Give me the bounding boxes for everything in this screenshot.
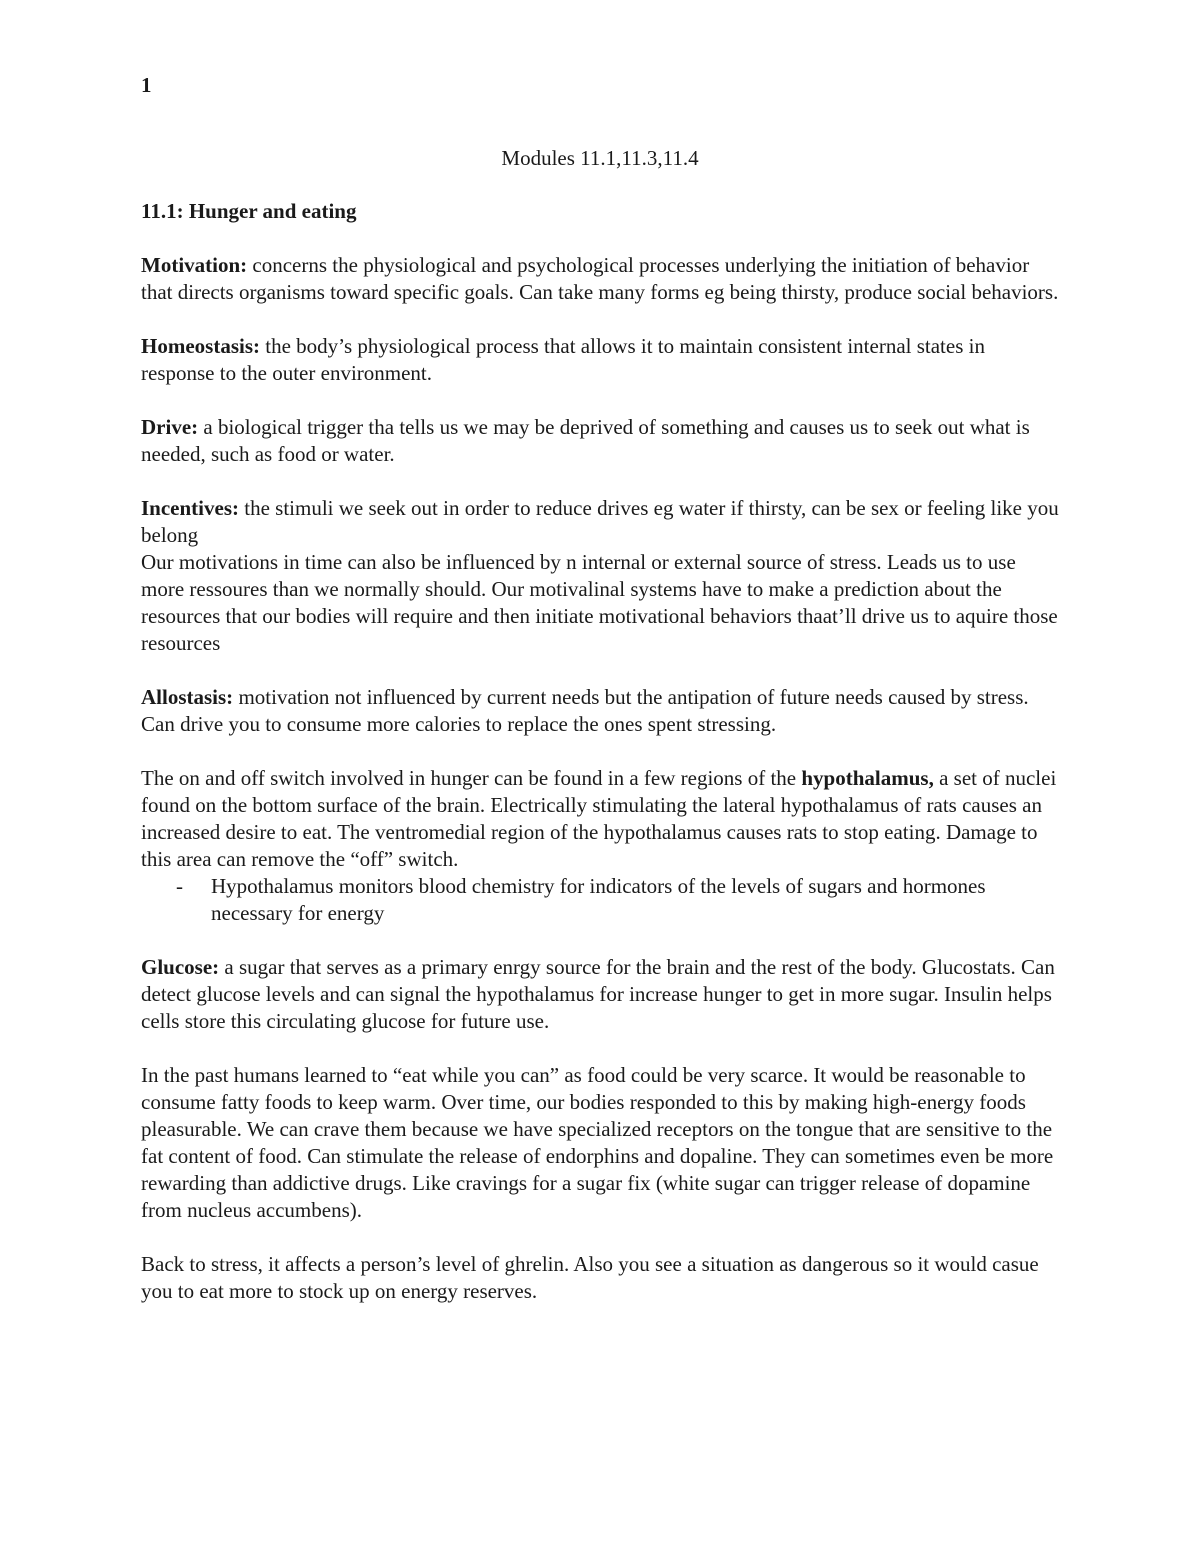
- paragraph-stress-motivation: Our motivations in time can also be influenced by n internal or external source of stress. Leads us to use more ressoures than we normally should. Our motivalinal systems have to make a prediction about the resources that our bodies will require and then initiate motivational behaviors thaat’ll drive us to aquire those resources: [141, 550, 1058, 655]
- hypothalamus-text-before: The on and off switch involved in hunger can be found in a few regions of the: [141, 766, 802, 790]
- term-incentives: Incentives:: [141, 496, 239, 520]
- hypothalamus-text-after: a set of nuclei found on the bottom surface of the brain. Electrically stimulating the lateral hypothalamus of rats causes an increased desire to eat. The ventromedial region of the hypothalamus causes rats to stop eating. Damage to this area can remove the “off” switch.: [141, 766, 1057, 871]
- document-title: Modules 11.1,11.3,11.4: [501, 146, 699, 170]
- paragraph-eat-while-you-can: In the past humans learned to “eat while you can” as food could be very scarce. It would be reasonable to consume fatty foods to keep warm. Over time, our bodies responded to this by making high-energy foods pleasurable. We can crave them because we have specialized receptors on the tongue that are sensitive to the fat content of food. Can stimulate the release of endorphins and dopaline. They can sometimes even be more rewarding than addictive drugs. Like cravings for a sugar fix (white sugar can trigger release of dopamine from nucleus accumbens).: [141, 1063, 1054, 1222]
- definition-glucose: a sugar that serves as a primary enrgy source for the brain and the rest of the body. Glucostats. Can detect glucose levels and can signal the hypothalamus for increase hunger to get in more sugar. Insulin helps cells store this circulating glucose for future use.: [141, 955, 1055, 1033]
- term-drive: Drive:: [141, 415, 199, 439]
- definition-allostasis: motivation not influenced by current needs but the antipation of future needs caused by stress. Can drive you to consume more calories to replace the ones spent stressing.: [141, 685, 1029, 736]
- paragraph-allostasis: [141, 684, 1061, 738]
- paragraph-drive: [141, 414, 1061, 468]
- definition-motivation: concerns the physiological and psychological processes underlying the initiation of behavior that directs organisms toward specific goals. Can take many forms eg being thirsty, produce social behaviors.: [141, 253, 1059, 304]
- paragraph-stress-ghrelin: Back to stress, it affects a person’s level of ghrelin. Also you see a situation as dangerous so it would casue you to eat more to stock up on energy reserves.: [141, 1252, 1039, 1303]
- paragraph-homeostasis: [141, 333, 1061, 387]
- bullet-dash: -: [176, 874, 183, 898]
- term-hypothalamus: hypothalamus,: [801, 766, 934, 790]
- list-item: [141, 873, 1061, 927]
- paragraph-hypothalamus: [141, 765, 1061, 873]
- document-body: [141, 198, 1061, 1332]
- paragraph-motivation: [141, 252, 1061, 306]
- bullet-text: Hypothalamus monitors blood chemistry for indicators of the levels of sugars and hormones necessary for energy: [211, 874, 986, 925]
- definition-drive: a biological trigger tha tells us we may be deprived of something and causes us to seek out what is needed, such as food or water.: [141, 415, 1030, 466]
- section-heading: 11.1: Hunger and eating: [141, 199, 357, 223]
- hypothalamus-bullet-list: [141, 873, 1061, 927]
- definition-incentives: the stimuli we seek out in order to reduce drives eg water if thirsty, can be sex or feeling like you belong: [141, 496, 1059, 547]
- paragraph-glucose: [141, 954, 1061, 1035]
- term-homeostasis: Homeostasis:: [141, 334, 260, 358]
- term-allostasis: Allostasis:: [141, 685, 234, 709]
- definition-homeostasis: the body’s physiological process that allows it to maintain consistent internal states in response to the outer environment.: [141, 334, 985, 385]
- term-glucose: Glucose:: [141, 955, 220, 979]
- page-number: 1: [141, 73, 152, 97]
- term-motivation: Motivation:: [141, 253, 248, 277]
- paragraph-incentives: [141, 495, 1061, 549]
